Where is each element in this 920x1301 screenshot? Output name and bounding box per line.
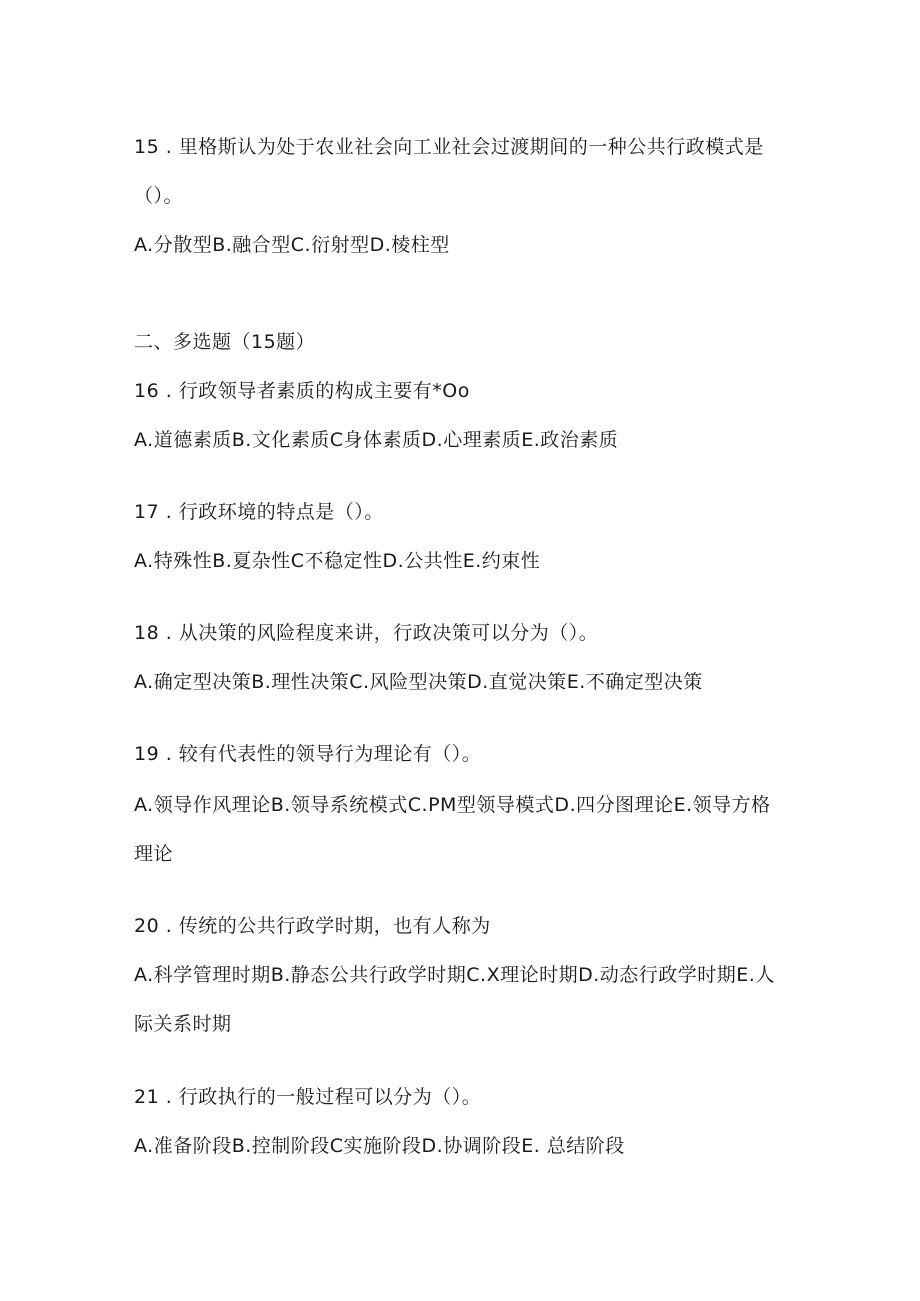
question-20-options: A.科学管理时期B.静态公共行政学时期C.X理论时期D.动态行政学时期E.人 (134, 964, 775, 986)
question-15-options: A.分散型B.融合型C.衍射型D.棱柱型 (134, 234, 450, 256)
question-21-options: A.准备阶段B.控制阶段C实施阶段D.协调阶段E. 总结阶段 (134, 1135, 625, 1157)
question-16-options: A.道德素质B.文化素质C身体素质D.心理素质E.政治素质 (134, 429, 619, 451)
question-15-stem: 15 . 里格斯认为处于农业社会向工业社会过渡期间的一种公共行政模式是 (134, 136, 764, 158)
question-20-options-continued: 际关系时期 (134, 1013, 232, 1035)
question-21-stem: 21 . 行政执行的一般过程可以分为（）。 (134, 1086, 482, 1108)
question-15-stem-continued: （）。 (134, 185, 184, 207)
question-18-stem: 18 . 从决策的风险程度来讲，行政决策可以分为（）。 (134, 622, 599, 644)
question-20-stem: 20 . 传统的公共行政学时期，也有人称为 (134, 915, 491, 937)
question-18-options: A.确定型决策B.理性决策C.风险型决策D.直觉决策E.不确定型决策 (134, 671, 703, 693)
question-17-stem: 17 . 行政环境的特点是（）。 (134, 501, 384, 523)
question-19-options-continued: 理论 (134, 843, 174, 865)
question-19-options: A.领导作风理论B.领导系统模式C.PM型领导模式D.四分图理论E.领导方格 (134, 794, 771, 816)
question-17-options: A.特殊性B.夏杂性C不稳定性D.公共性E.约束性 (134, 550, 541, 572)
question-16-stem: 16 . 行政领导者素质的构成主要有*Oo (134, 380, 470, 402)
section-heading-multiple-choice: 二、多选题（15题） (134, 331, 316, 353)
question-19-stem: 19 . 较有代表性的领导行为理论有（）。 (134, 743, 482, 765)
